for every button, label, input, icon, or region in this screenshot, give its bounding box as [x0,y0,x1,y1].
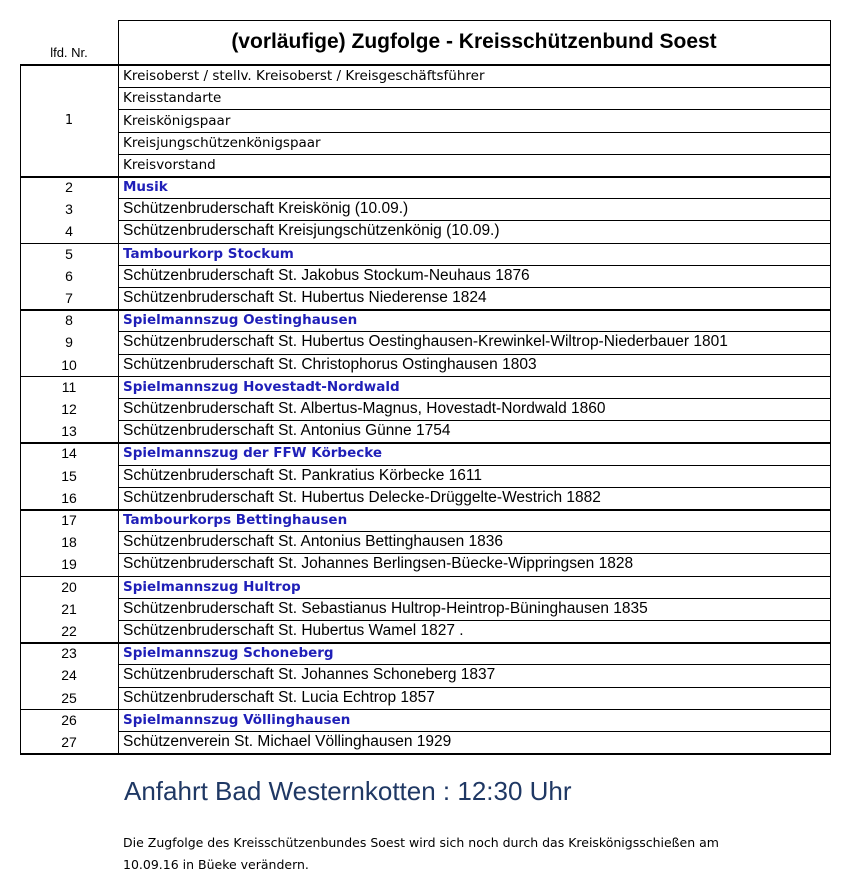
row-number: 10 [61,356,77,373]
grid-line [118,620,831,621]
page-title: (vorläufige) Zugfolge - Kreisschützenbund Soest [231,30,717,53]
row-number: 21 [61,600,77,617]
grid-line [20,243,831,245]
row-number: 13 [61,423,77,440]
music-group-label: Tambourkorps Bettinghausen [123,512,348,529]
row-number: 7 [65,290,73,307]
grid-line [118,331,831,332]
music-group-label: Musik [123,179,168,196]
grid-line [118,154,831,155]
music-group-label: Spielmannszug Hultrop [123,578,301,595]
row-number: 11 [61,378,77,395]
row-number: 23 [61,645,77,662]
club-name: Schützenbruderschaft St. Hubertus Delecke-Drüggelte-Westrich 1882 [123,488,601,506]
group1-item: Kreisstandarte [123,90,222,106]
grid-line [830,64,831,753]
grid-line [20,576,831,578]
row-number: 24 [61,667,77,684]
grid-line [20,753,831,755]
grid-line [118,420,831,421]
lfd-nr-header: lfd. Nr. [50,44,88,60]
row-number: 25 [61,689,77,706]
grid-line [118,198,831,199]
music-group-label: Spielmannszug der FFW Körbecke [123,445,383,462]
group1-item: Kreiskönigspaar [123,112,231,129]
grid-line [118,687,831,688]
row-number: 17 [61,512,77,529]
grid-line [118,220,831,221]
grid-line [118,20,119,64]
grid-line [20,509,831,511]
note-line: 10.09.16 in Büeke verändern. [123,857,309,872]
row-number: 5 [65,245,73,262]
row-number: 27 [61,734,77,751]
grid-line [20,376,831,378]
row-number: 4 [65,223,73,240]
club-name: Schützenverein St. Michael Völlinghausen 1929 [123,733,452,751]
grid-line [118,487,831,488]
row-number: 9 [65,334,73,351]
grid-line [118,664,831,665]
row-number: 2 [65,179,73,196]
club-name: Schützenbruderschaft St. Antonius Bettinghausen 1836 [123,533,504,551]
row-number: 18 [61,534,77,551]
club-name: Schützenbruderschaft St. Hubertus Niederense 1824 [123,289,487,307]
grid-line [118,731,831,732]
club-name: Schützenbruderschaft St. Albertus-Magnus, Hovestadt-Nordwald 1860 [123,400,606,418]
row-number: 20 [61,578,77,595]
club-name: Schützenbruderschaft St. Christophorus Ostinghausen 1803 [123,355,537,373]
music-group-label: Spielmannszug Völlinghausen [123,711,351,728]
note-line: Die Zugfolge des Kreisschützenbundes Soest wird sich noch durch das Kreiskönigsschießen am [123,835,719,850]
grid-line [118,20,831,21]
club-name: Schützenbruderschaft St. Antonius Günne 1754 [123,422,451,440]
grid-line [20,442,831,444]
grid-line [118,109,831,110]
anfahrt-heading: Anfahrt Bad Westernkotten : 12:30 Uhr [124,776,572,806]
grid-line [118,265,831,266]
grid-line [830,20,831,64]
grid-line [20,309,831,311]
row-number-1: 1 [64,112,74,128]
grid-line [118,531,831,532]
club-name: Schützenbruderschaft Kreisjungschützenkönig (10.09.) [123,222,500,240]
grid-line [20,176,831,178]
row-number: 16 [61,489,77,506]
row-number: 14 [61,445,77,462]
row-number: 22 [61,623,77,640]
grid-line [118,553,831,554]
grid-line [20,642,831,644]
grid-line [20,64,21,753]
club-name: Schützenbruderschaft St. Jakobus Stockum-Neuhaus 1876 [123,266,530,284]
row-number: 6 [65,267,73,284]
club-name: Schützenbruderschaft St. Hubertus Wamel 1827 . [123,622,464,640]
club-name: Schützenbruderschaft St. Johannes Berlingsen-Büecke-Wippringsen 1828 [123,555,634,573]
grid-line [118,87,831,88]
club-name: Schützenbruderschaft St. Pankratius Körbecke 1611 [123,466,483,484]
row-number: 19 [61,556,77,573]
note-paragraph [123,832,823,876]
grid-line [118,598,831,599]
club-name: Schützenbruderschaft St. Lucia Echtrop 1857 [123,688,435,706]
grid-line [118,287,831,288]
row-number: 26 [61,711,77,728]
music-group-label: Spielmannszug Oestinghausen [123,312,358,329]
club-name: Schützenbruderschaft Kreiskönig (10.09.) [123,200,409,218]
music-group-label: Tambourkorp Stockum [123,245,294,262]
group1-item: Kreisoberst / stellv. Kreisoberst / Kreisgeschäftsführer [123,67,485,84]
grid-line [20,709,831,711]
row-number: 8 [65,312,73,329]
group1-item: Kreisjungschützenkönigspaar [123,135,321,151]
grid-line [118,465,831,466]
grid-line [20,64,831,66]
group1-item: Kreisvorstand [123,157,216,173]
grid-line [118,398,831,399]
club-name: Schützenbruderschaft St. Hubertus Oestinghausen-Krewinkel-Wiltrop-Niederbauer 1801 [123,333,728,351]
music-group-label: Spielmannszug Hovestadt-Nordwald [123,378,400,395]
grid-line [118,354,831,355]
grid-line [118,132,831,133]
music-group-label: Spielmannszug Schoneberg [123,645,334,662]
club-name: Schützenbruderschaft St. Johannes Schoneberg 1837 [123,666,496,684]
club-name: Schützenbruderschaft St. Sebastianus Hultrop-Heintrop-Büninghausen 1835 [123,599,648,617]
row-number: 12 [61,401,77,418]
grid-line [118,64,119,753]
row-number: 3 [65,201,73,218]
row-number: 15 [61,467,77,484]
